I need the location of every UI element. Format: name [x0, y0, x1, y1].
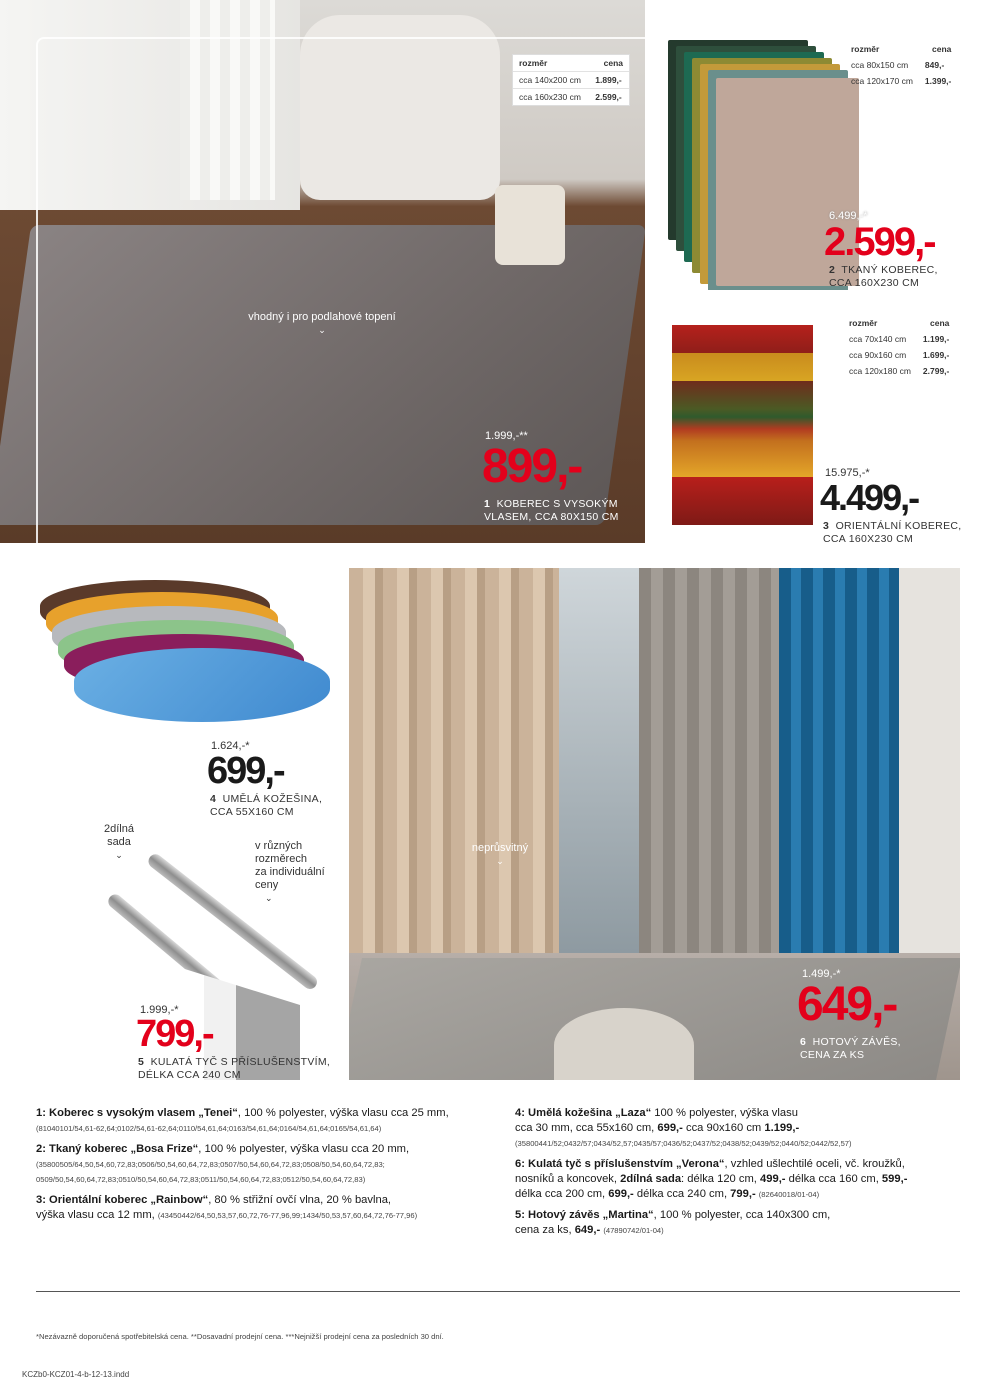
product-2-price: 2.599,- — [824, 220, 935, 264]
product-3-price: 4.499,- — [820, 477, 919, 518]
product-1-label: 1 KOBEREC S VYSOKÝM VLASEM, CCA 80X150 CM — [484, 498, 619, 523]
table-cell: cca 120x170 cm — [851, 76, 913, 86]
wall — [899, 568, 960, 953]
divider — [36, 1291, 960, 1292]
product-6-note: neprůsvitný ⌄ — [460, 842, 540, 866]
product-3-photo — [672, 325, 813, 525]
table-cell: cca 70x140 cm — [849, 334, 907, 344]
product-6-price: 649,- — [797, 978, 897, 1031]
table-cell: cca 90x160 cm — [849, 350, 907, 360]
product-3-label: 3 ORIENTÁLNÍ KOBEREC, CCA 160X230 CM — [823, 520, 962, 545]
product-4-photo — [38, 578, 338, 728]
product-4-label: 4 UMĚLÁ KOŽEŠINA, CCA 55X160 CM — [210, 793, 323, 818]
product-6-label: 6 HOTOVÝ ZÁVĚS, CENA ZA KS — [800, 1036, 901, 1061]
table-header-price: cena — [930, 318, 950, 328]
description-2: 2: Tkaný koberec „Bosa Frize“, 100 % polyester, výška vlasu cca 20 mm, (35800505/64,50,54,60,72,83;0506/50,54,60,64,72,83;0507/50,54,60,64,72,83;0508/50,54,60,64,72,83; 0509/50,54,60,64,72,83;0510/50,54,60,64,72,83;0511/50,54,60,64,72,83;0512/50,54,60,64,72,83) — [36, 1143, 410, 1184]
descriptions-left — [36, 1106, 506, 1229]
product-1-price: 899,- — [482, 440, 582, 493]
table-cell: 1.199,- — [922, 334, 950, 344]
table-cell: cca 160x230 cm — [513, 89, 589, 106]
product-5-old-price: 1.999,-* — [140, 1004, 179, 1016]
description-3: 3: Orientální koberec „Rainbow“, 80 % střižní ovčí vlna, 20 % bavlna, výška vlasu cca 12 mm, (43450442/64,50,53,57,60,72,76-77,96,99;1434/50,53,57,60,64,72,76-77,96) — [36, 1194, 418, 1221]
table-header-price: cena — [603, 58, 623, 68]
table-cell: 1.899,- — [589, 72, 629, 89]
chevron-down-icon: ⌄ — [496, 856, 504, 866]
product-4-old-price: 1.624,-* — [211, 740, 250, 752]
product-5-note-set: 2dílná sada ⌄ — [96, 823, 142, 860]
table-cell: cca 120x180 cm — [849, 366, 911, 376]
product-1-old-price: 1.999,-** — [485, 430, 528, 442]
product-2-size-table — [845, 41, 957, 89]
product-5-note-sizes: v různých rozměrech za individuální ceny ⌄ — [255, 840, 341, 903]
product-1-note: vhodný i pro podlahové topení ⌄ — [232, 311, 412, 335]
table-header-price: cena — [932, 44, 952, 54]
description-6: 6: Kulatá tyč s příslušenstvím „Verona“, vzhled ušlechtilé oceli, vč. kroužků, nosníků a koncovek, 2dílná sada: délka 120 cm, 499,- délka cca 160 cm, 599,- délka cca 200 cm, 699,- délka cca 240 cm, 799,- (82640018/01-04) — [515, 1158, 908, 1200]
blue-curtain — [779, 568, 899, 953]
table-cell: cca 140x200 cm — [513, 72, 589, 89]
window-view — [559, 568, 639, 953]
table-cell: 2.599,- — [589, 89, 629, 106]
table-cell: 2.799,- — [922, 366, 950, 376]
product-2-label: 2 TKANÝ KOBEREC, CCA 160X230 CM — [829, 264, 938, 289]
description-5: 5: Hotový závěs „Martina“, 100 % polyester, cca 140x300 cm, cena za ks, 649,- (47890742/01-04) — [515, 1209, 831, 1236]
table-cell: 1.399,- — [924, 76, 952, 86]
product-6-old-price: 1.499,-* — [802, 968, 841, 980]
product-5-label: 5 KULATÁ TYČ S PŘÍSLUŠENSTVÍM, DÉLKA CCA 240 CM — [138, 1056, 331, 1081]
product-2-old-price: 6.499,-* — [829, 210, 868, 222]
table-header-size: rozměr — [849, 318, 878, 328]
chevron-down-icon: ⌄ — [265, 893, 273, 903]
product-5-price: 799,- — [136, 1013, 213, 1055]
table-header-size: rozměr — [851, 44, 880, 54]
file-name: KCZb0-KCZ01-4-b-12-13.indd — [22, 1370, 130, 1379]
product-3-size-table — [843, 315, 955, 379]
table-header-size: rozměr — [519, 58, 548, 68]
table-cell: 849,- — [924, 60, 945, 70]
descriptions-right — [515, 1106, 965, 1244]
footnote: *Nezávazně doporučená spotřebitelská cena. **Dosavadní prodejní cena. ***Nejnižší prodejní cena za posledních 30 dní. — [36, 1332, 444, 1341]
table-cell: 1.699,- — [922, 350, 950, 360]
description-4: 4: Umělá kožešina „Laza“ 100 % polyester, výška vlasu cca 30 mm, cca 55x160 cm, 699,- cca 90x160 cm 1.199,- (35800441/52;0432/57;0434/52,57;0435/57;0436/52;0437/52;0438/52;0439/52;0440/52;0442/52,57) — [515, 1107, 852, 1148]
product-4-price: 699,- — [207, 750, 284, 792]
description-1: 1: Koberec s vysokým vlasem „Tenei“, 100 % polyester, výška vlasu cca 25 mm, (81040101/54,61-62,64;0102/54,61-62,64;0110/54,61,64;0163/54,61,64;0164/54,61,64;0165/54,61,64) — [36, 1107, 449, 1133]
table-cell: cca 80x150 cm — [851, 60, 909, 70]
beige-curtain — [349, 568, 559, 953]
pouf — [554, 1008, 694, 1080]
product-3-old-price: 15.975,-* — [825, 467, 870, 479]
grey-curtain — [639, 568, 779, 953]
chevron-down-icon: ⌄ — [115, 850, 123, 860]
chevron-down-icon: ⌄ — [318, 325, 326, 335]
product-1-size-table — [512, 54, 630, 106]
